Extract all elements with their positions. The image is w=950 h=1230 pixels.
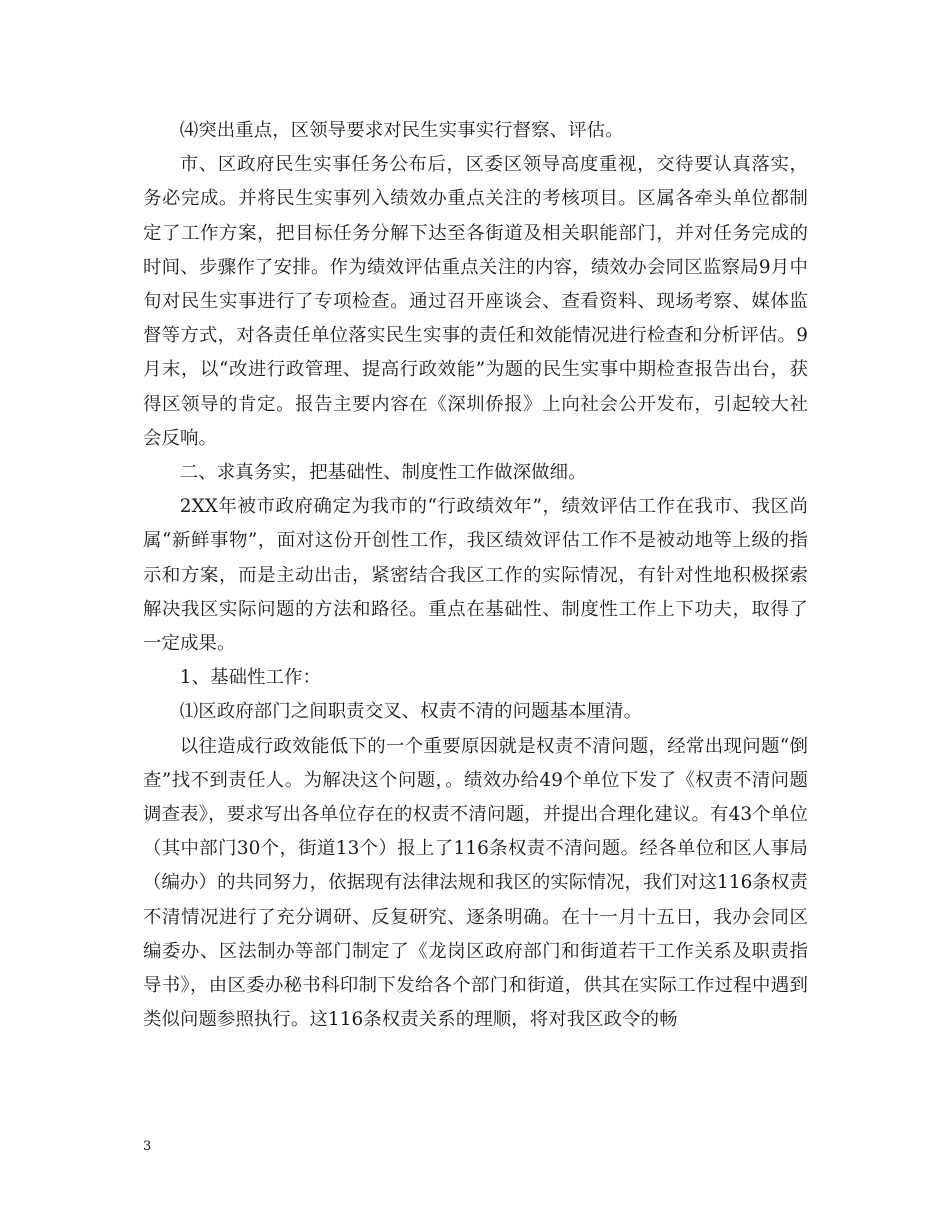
paragraph-2: 市、区政府民生实事任务公布后，区委区领导高度重视，交待要认真落实，务必完成。并将民生实事列入绩效办重点关注的考核项目。区属各牵头单位都制定了工作方案，把目标任务分解下达至各街道及相关职能部门，并对任务完成的时间、步骤作了安排。作为绩效评估重点关注的内容，绩效办会同区监察局9月中旬对民生实事进行了专项检查。通过召开座谈会、查看资料、现场考察、媒体监督等方式，对各责任单位落实民生实事的责任和效能情况进行检查和分析评估。9月末，以“改进行政管理、提高行政效能”为题的民生实事中期检查报告出台，获得区领导的肯定。报告主要内容在《深圳侨报》上向社会公开发布，引起较大社会反响。 <box>143 154 808 449</box>
paragraph-4: 以往造成行政效能低下的一个重要原因就是权责不清问题，经常出现问题“倒查”找不到责任人。为解决这个问题，。绩效办给49个单位下发了《权责不清问题调查表》，要求写出各单位存在的权责不清问题，并提出合理化建议。有43个单位（其中部门30个，街道13个）报上了116条权责不清问题。经各单位和区人事局（编办）的共同努力，依据现有法律法规和我区的实际情况，我们对这116条权责不清情况进行了充分调研、反复研究、逐条明确。在十一月十五日，我办会同区编委办、区法制办等部门制定了《龙岗区政府部门和街道若干工作关系及职责指导书》，由区委办秘书科印制下发给各个部门和街道，供其在实际工作过程中遇到类似问题参照执行。这116条权责关系的理顺，将对我区政令的畅 <box>143 735 808 1031</box>
section-heading-2: 二、求真务实，把基础性、制度性工作做深做细。 <box>179 462 587 484</box>
paragraph-1: ⑷突出重点，区领导要求对民生实事实行督察、评估。 <box>179 120 624 141</box>
page-number: 3 <box>143 1139 152 1154</box>
paragraph-3: 2XX年被市政府确定为我市的“行政绩效年”，绩效评估工作在我市、我区尚属“新鲜事物”，面对这份开创性工作，我区绩效评估工作不是被动地等上级的指示和方案，而是主动出击，紧密结合我区工作的实际情况，有针对性地积极探索解决我区实际问题的方法和路径。重点在基础性、制度性工作上下功夫，取得了一定成果。 <box>143 496 808 655</box>
subsection-heading-1: 1、基础性工作： <box>179 667 322 689</box>
document-body <box>143 114 808 1037</box>
item-heading-1: ⑴区政府部门之间职责交叉、权责不清的问题基本厘清。 <box>179 701 643 723</box>
